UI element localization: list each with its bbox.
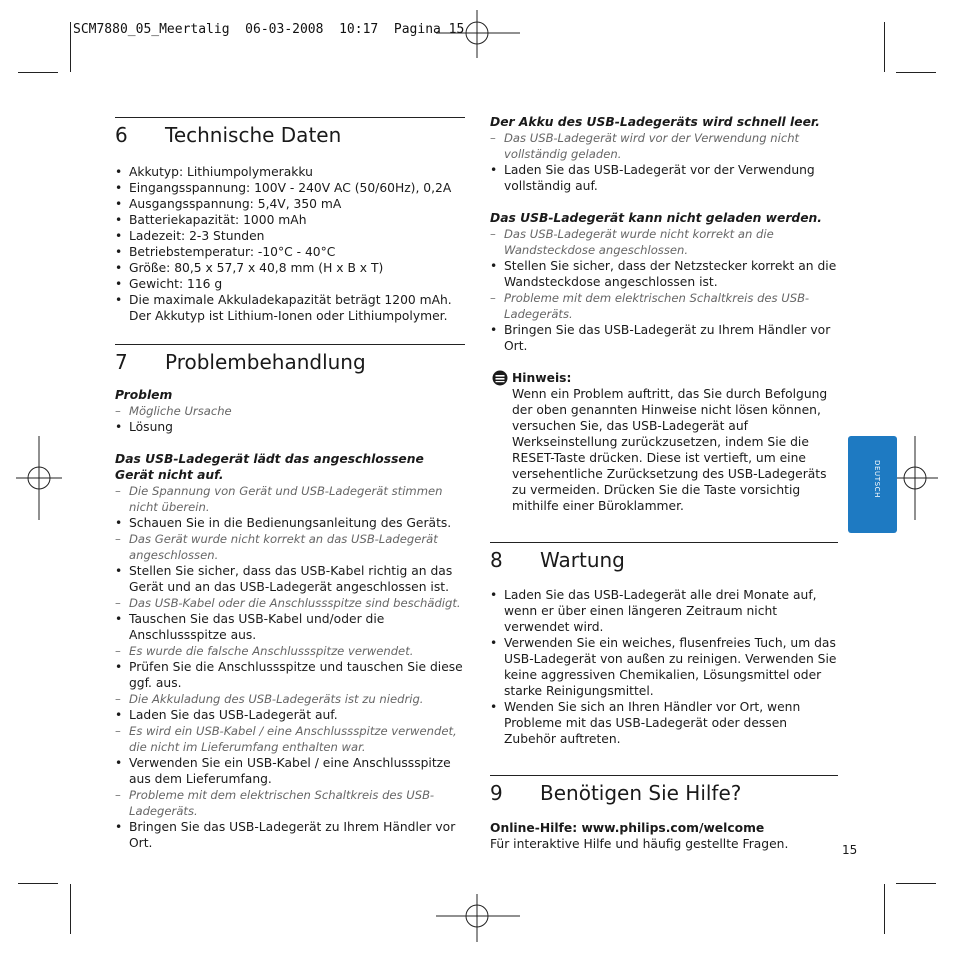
cause: – Es wird ein USB-Kabel / eine Anschlussspitze verwendet, die nicht im Lieferumfang enthalten war. bbox=[115, 723, 465, 755]
solution: • Stellen Sie sicher, dass das USB-Kabel richtig an das Gerät und an das USB-Ladegerät angeschlossen ist. bbox=[115, 563, 465, 595]
page-number: 15 bbox=[842, 843, 858, 857]
help-text: Für interaktive Hilfe und häufig gestellte Fragen. bbox=[490, 837, 789, 851]
section-number: 9 bbox=[490, 781, 503, 805]
section-title: Wartung bbox=[540, 548, 625, 572]
cause: – Probleme mit dem elektrischen Schaltkreis des USB-Ladegeräts. bbox=[115, 787, 465, 819]
right-column bbox=[490, 114, 838, 852]
cause: – Probleme mit dem elektrischen Schaltkreis des USB-Ladegeräts. bbox=[490, 290, 838, 322]
cause: – Das USB-Kabel oder die Anschlussspitze sind beschädigt. bbox=[115, 595, 465, 611]
section-heading-trouble bbox=[115, 344, 465, 375]
crop-mark bbox=[884, 884, 885, 934]
registration-mark-right bbox=[890, 436, 940, 520]
cause: – Es wurde die falsche Anschlussspitze verwendet. bbox=[115, 643, 465, 659]
left-column bbox=[115, 117, 465, 851]
note-text: Wenn ein Problem auftritt, das Sie durch Befolgung der oben genannten Hinweise nicht lösen können, versuchen Sie, das USB-Ladegerät auf Werkseinstellung zurückzusetzen, indem Sie die RESET-Taste drücken. Diese ist vertieft, um eine versehentliche Zurücksetzung des USB-Ladegeräts zu vermeiden. Drücken Sie die Taste vorsichtig mithilfe einer Büroklammer. bbox=[512, 387, 828, 513]
problem-block bbox=[490, 210, 838, 354]
list-item: • Ausgangsspannung: 5,4V, 350 mA bbox=[115, 196, 465, 212]
solution: • Verwenden Sie ein USB-Kabel / eine Anschlussspitze aus dem Lieferumfang. bbox=[115, 755, 465, 787]
solution: • Schauen Sie in die Bedienungsanleitung des Geräts. bbox=[115, 515, 465, 531]
online-help-link[interactable]: Online-Hilfe: www.philips.com/welcome bbox=[490, 821, 765, 835]
cause: – Das USB-Ladegerät wird vor der Verwendung nicht vollständig geladen. bbox=[490, 130, 838, 162]
list-item: • Ladezeit: 2-3 Stunden bbox=[115, 228, 465, 244]
list-item: • Die maximale Akkuladekapazität beträgt 1200 mAh. Der Akkutyp ist Lithium-Ionen oder Lithiumpolymer. bbox=[115, 292, 465, 324]
solution: • Stellen Sie sicher, dass der Netzstecker korrekt an die Wandsteckdose angeschlossen ist. bbox=[490, 258, 838, 290]
crop-mark bbox=[70, 884, 71, 934]
cause: – Das USB-Ladegerät wurde nicht korrekt an die Wandsteckdose angeschlossen. bbox=[490, 226, 838, 258]
legend bbox=[115, 387, 465, 435]
note-block bbox=[490, 370, 838, 514]
crop-mark bbox=[18, 883, 58, 884]
legend-problem: Problem bbox=[115, 388, 173, 402]
section-title: Technische Daten bbox=[165, 123, 342, 147]
note-icon bbox=[490, 370, 512, 388]
solution: • Laden Sie das USB-Ladegerät vor der Verwendung vollständig auf. bbox=[490, 162, 838, 194]
section-number: 8 bbox=[490, 548, 503, 572]
list-item: • Batteriekapazität: 1000 mAh bbox=[115, 212, 465, 228]
cause: – Das Gerät wurde nicht korrekt an das USB-Ladegerät angeschlossen. bbox=[115, 531, 465, 563]
registration-mark-bottom bbox=[436, 894, 520, 954]
problem-title: Das USB-Ladegerät lädt das angeschlossene Gerät nicht auf. bbox=[115, 452, 424, 482]
solution: • Prüfen Sie die Anschlussspitze und tauschen Sie diese ggf. aus. bbox=[115, 659, 465, 691]
problem-block bbox=[490, 114, 838, 194]
list-item: • Größe: 80,5 x 57,7 x 40,8 mm (H x B x T) bbox=[115, 260, 465, 276]
crop-mark bbox=[884, 22, 885, 72]
list-item: • Gewicht: 116 g bbox=[115, 276, 465, 292]
crop-mark bbox=[896, 883, 936, 884]
problem-title: Der Akku des USB-Ladegeräts wird schnell leer. bbox=[490, 115, 820, 129]
problem-title: Das USB-Ladegerät kann nicht geladen werden. bbox=[490, 211, 822, 225]
note-label: Hinweis: bbox=[512, 371, 572, 385]
cause: – Die Akkuladung des USB-Ladegeräts ist zu niedrig. bbox=[115, 691, 465, 707]
list-item: • Akkutyp: Lithiumpolymerakku bbox=[115, 164, 465, 180]
crop-mark bbox=[70, 22, 71, 72]
legend-cause: – Mögliche Ursache bbox=[115, 403, 465, 419]
solution: • Tauschen Sie das USB-Kabel und/oder die Anschlussspitze aus. bbox=[115, 611, 465, 643]
section-number: 6 bbox=[115, 123, 128, 147]
list-item: • Laden Sie das USB-Ladegerät alle drei Monate auf, wenn er über einen längeren Zeitraum nicht verwendet wird. bbox=[490, 587, 838, 635]
solution: • Bringen Sie das USB-Ladegerät zu Ihrem Händler vor Ort. bbox=[115, 819, 465, 851]
care-list bbox=[490, 587, 838, 747]
registration-mark-top bbox=[436, 0, 520, 60]
problem-block bbox=[115, 451, 465, 851]
print-header: SCM7880_05_Meertalig 06-03-2008 10:17 Pagina 15 bbox=[73, 22, 465, 37]
language-tab bbox=[848, 436, 897, 533]
section-heading-tech bbox=[115, 117, 465, 148]
crop-mark bbox=[896, 72, 936, 73]
solution: • Laden Sie das USB-Ladegerät auf. bbox=[115, 707, 465, 723]
note-header bbox=[490, 370, 838, 514]
list-item: • Verwenden Sie ein weiches, flusenfreies Tuch, um das USB-Ladegerät von außen zu reinigen. Verwenden Sie keine aggressiven Chemikalien, Lösungsmittel oder starke Reinigungsmittel. bbox=[490, 635, 838, 699]
list-item: • Betriebstemperatur: -10°C - 40°C bbox=[115, 244, 465, 260]
tech-specs-list bbox=[115, 164, 465, 324]
section-number: 7 bbox=[115, 350, 128, 374]
crop-mark bbox=[18, 72, 58, 73]
legend-solution: • Lösung bbox=[115, 419, 465, 435]
registration-mark-left bbox=[14, 436, 64, 520]
list-item: • Wenden Sie sich an Ihren Händler vor Ort, wenn Probleme mit das USB-Ladegerät oder dessen Zubehör auftreten. bbox=[490, 699, 838, 747]
language-tab-label: DEUTSCH bbox=[873, 460, 881, 499]
section-title: Problembehandlung bbox=[165, 350, 366, 374]
list-item: • Eingangsspannung: 100V - 240V AC (50/60Hz), 0,2A bbox=[115, 180, 465, 196]
section-title: Benötigen Sie Hilfe? bbox=[540, 781, 742, 805]
cause: – Die Spannung von Gerät und USB-Ladegerät stimmen nicht überein. bbox=[115, 483, 465, 515]
section-heading-care bbox=[490, 542, 838, 573]
solution: • Bringen Sie das USB-Ladegerät zu Ihrem Händler vor Ort. bbox=[490, 322, 838, 354]
section-heading-help bbox=[490, 775, 838, 806]
